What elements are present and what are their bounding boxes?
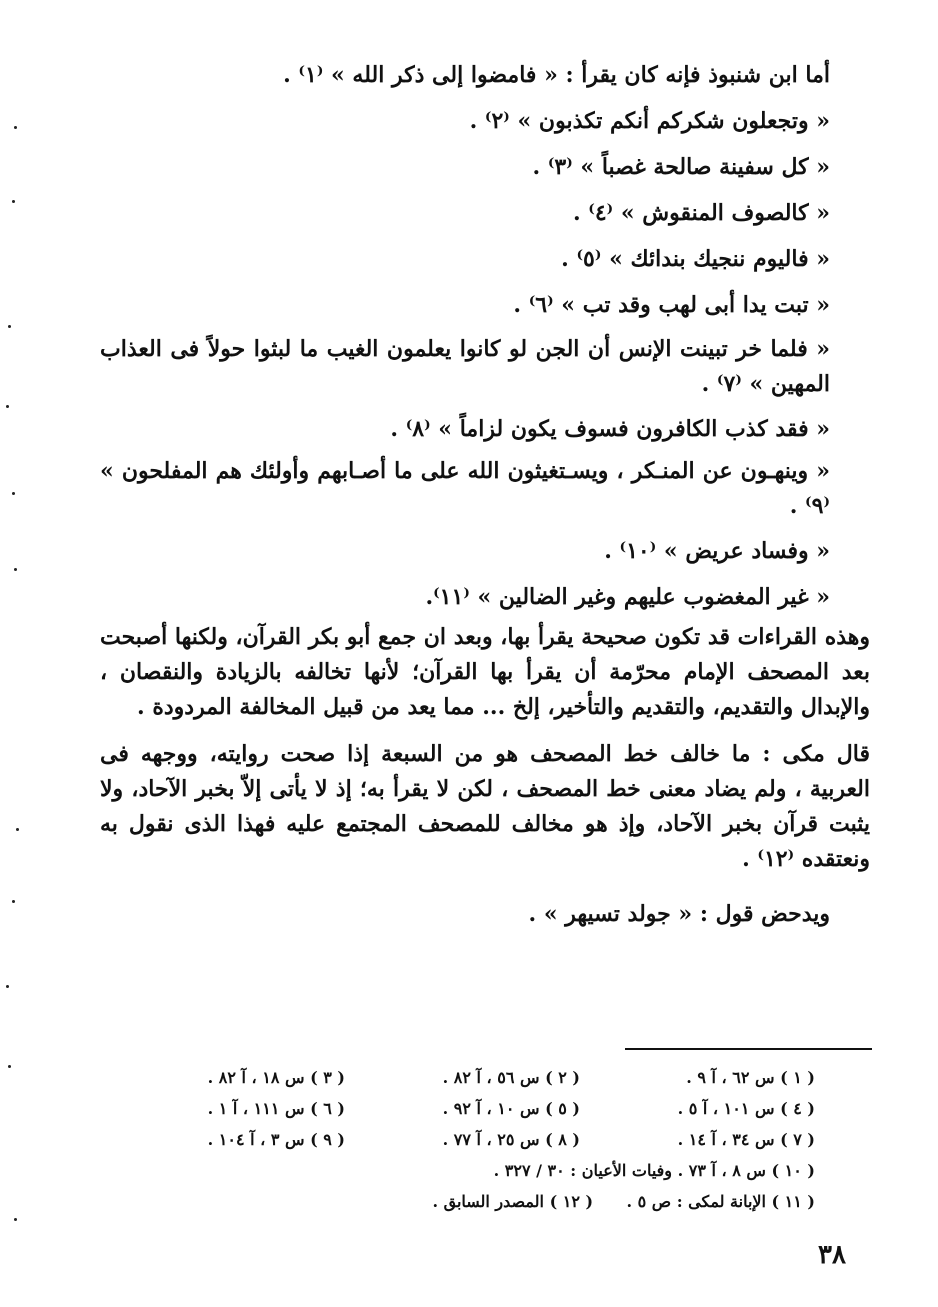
text-line-6: « تبت يدا أبى لهب وقد تب » ⁽٦⁾ . [513,292,830,318]
main-text [100,52,870,937]
footnote-item: ( ١٠ ) س ٨ ، آ ٧٣ . وفيات الأعيان : ٣٠ / ٣٢٧ . [493,1161,815,1180]
margin-mark [12,900,15,903]
margin-mark [12,200,15,203]
footnote-item: ( ٦ ) س ١١١ ، آ ١ . [207,1099,345,1118]
margin-mark [14,568,17,571]
text-line-5: « فاليوم ننجيك بندائك » ⁽٥⁾ . [561,246,830,272]
margin-mark [6,985,9,988]
footnote-item: ( ٤ ) س ١٠١ ، آ ٥ . [677,1099,815,1118]
text-line-2: « وتجعلون شكركم أنكم تكذبون » ⁽٢⁾ . [469,108,830,134]
footnotes [110,1062,815,1217]
margin-mark [8,325,11,328]
margin-mark [14,126,17,129]
readings-paragraph: وهذه القراءات قد تكون صحيحة يقرأ بها، وبعد ان جمع أبو بكر القرآن، ولكنها أصبحت بعد المصحف الإمام محرّمة أن يقرأ بها القرآن؛ لأنها تخالفه بالزيادة والنقصان ، والإبدال والتقديم، والتقديم والتأخير، إلخ ... مما يعد من قبيل المخالفة المردودة . [100,624,870,720]
goldziher-line: ويدحض قول : « جولد تسيهر » . [528,901,830,927]
margin-mark [14,1218,17,1221]
makki-paragraph: قال مكى : ما خالف خط المصحف هو من السبعة إذا صحت روايته، ووجهه فى العربية ، ولم يضاد معنى خط المصحف ، لكن لا يقرأ به؛ إذ لا يأتى إلاّ بخبر الآحاد، ولا يثبت قرآن بخبر الآحاد، وإذ هو مخالف للمصحف المجتمع عليه فهذا الذى نقول به ونعتقده ⁽١٢⁾ . [100,741,870,872]
footnote-item: ( ٢ ) س ٥٦ ، آ ٨٢ . [442,1068,580,1087]
footnote-row [110,1093,815,1124]
text-line-11: « غير المغضوب عليهم وغير الضالين » ⁽١١⁾. [425,584,830,610]
quote-paragraph-9: « وينهـون عن المنـكر ، ويسـتغيثون الله على ما أصـابهم وأولئك هم المفلحون » ⁽٩⁾ . [100,458,830,519]
footnote-item: ( ٧ ) س ٣٤ ، آ ١٤ . [677,1130,815,1149]
quote-paragraph-7: « فلما خر تبينت الإنس أن الجن لو كانوا يعلمون الغيب ما لبثوا حولاً فى العذاب المهين » ⁽٧⁾ . [100,336,830,397]
footnote-divider [625,1048,872,1050]
margin-mark [6,405,9,408]
footnote-item: ( ١ ) س ٦٢ ، آ ٩ . [686,1068,815,1087]
text-line-10: « وفساد عريض » ⁽١٠⁾ . [604,538,830,564]
text-line-1: أما ابن شنبوذ فإنه كان يقرأ : « فامضوا إلى ذكر الله » ⁽١⁾ . [283,62,830,88]
page-number: ٣٨ [818,1240,846,1270]
margin-mark [16,828,19,831]
text-line-8: « فقد كذب الكافرون فسوف يكون لزاماً » ⁽٨⁾ . [390,416,830,442]
text-line-3: « كل سفينة صالحة غصباً » ⁽٣⁾ . [532,154,830,180]
footnote-item: ( ١١ ) الإبانة لمكى : ص ٥ . ( ١٢ ) المصدر السابق . [432,1192,815,1211]
text-line-4: « كالصوف المنقوش » ⁽٤⁾ . [572,200,830,226]
footnote-item: ( ٨ ) س ٢٥ ، آ ٧٧ . [442,1130,580,1149]
margin-mark [12,492,15,495]
footnote-item: ( ٣ ) س ١٨ ، آ ٨٢ . [207,1068,345,1087]
footnote-row [110,1062,815,1093]
footnote-item: ( ٥ ) س ١٠ ، آ ٩٢ . [442,1099,580,1118]
footnote-item: ( ٩ ) س ٣ ، آ ١٠٤ . [207,1130,345,1149]
margin-mark [8,1065,11,1068]
footnote-row [110,1124,815,1155]
